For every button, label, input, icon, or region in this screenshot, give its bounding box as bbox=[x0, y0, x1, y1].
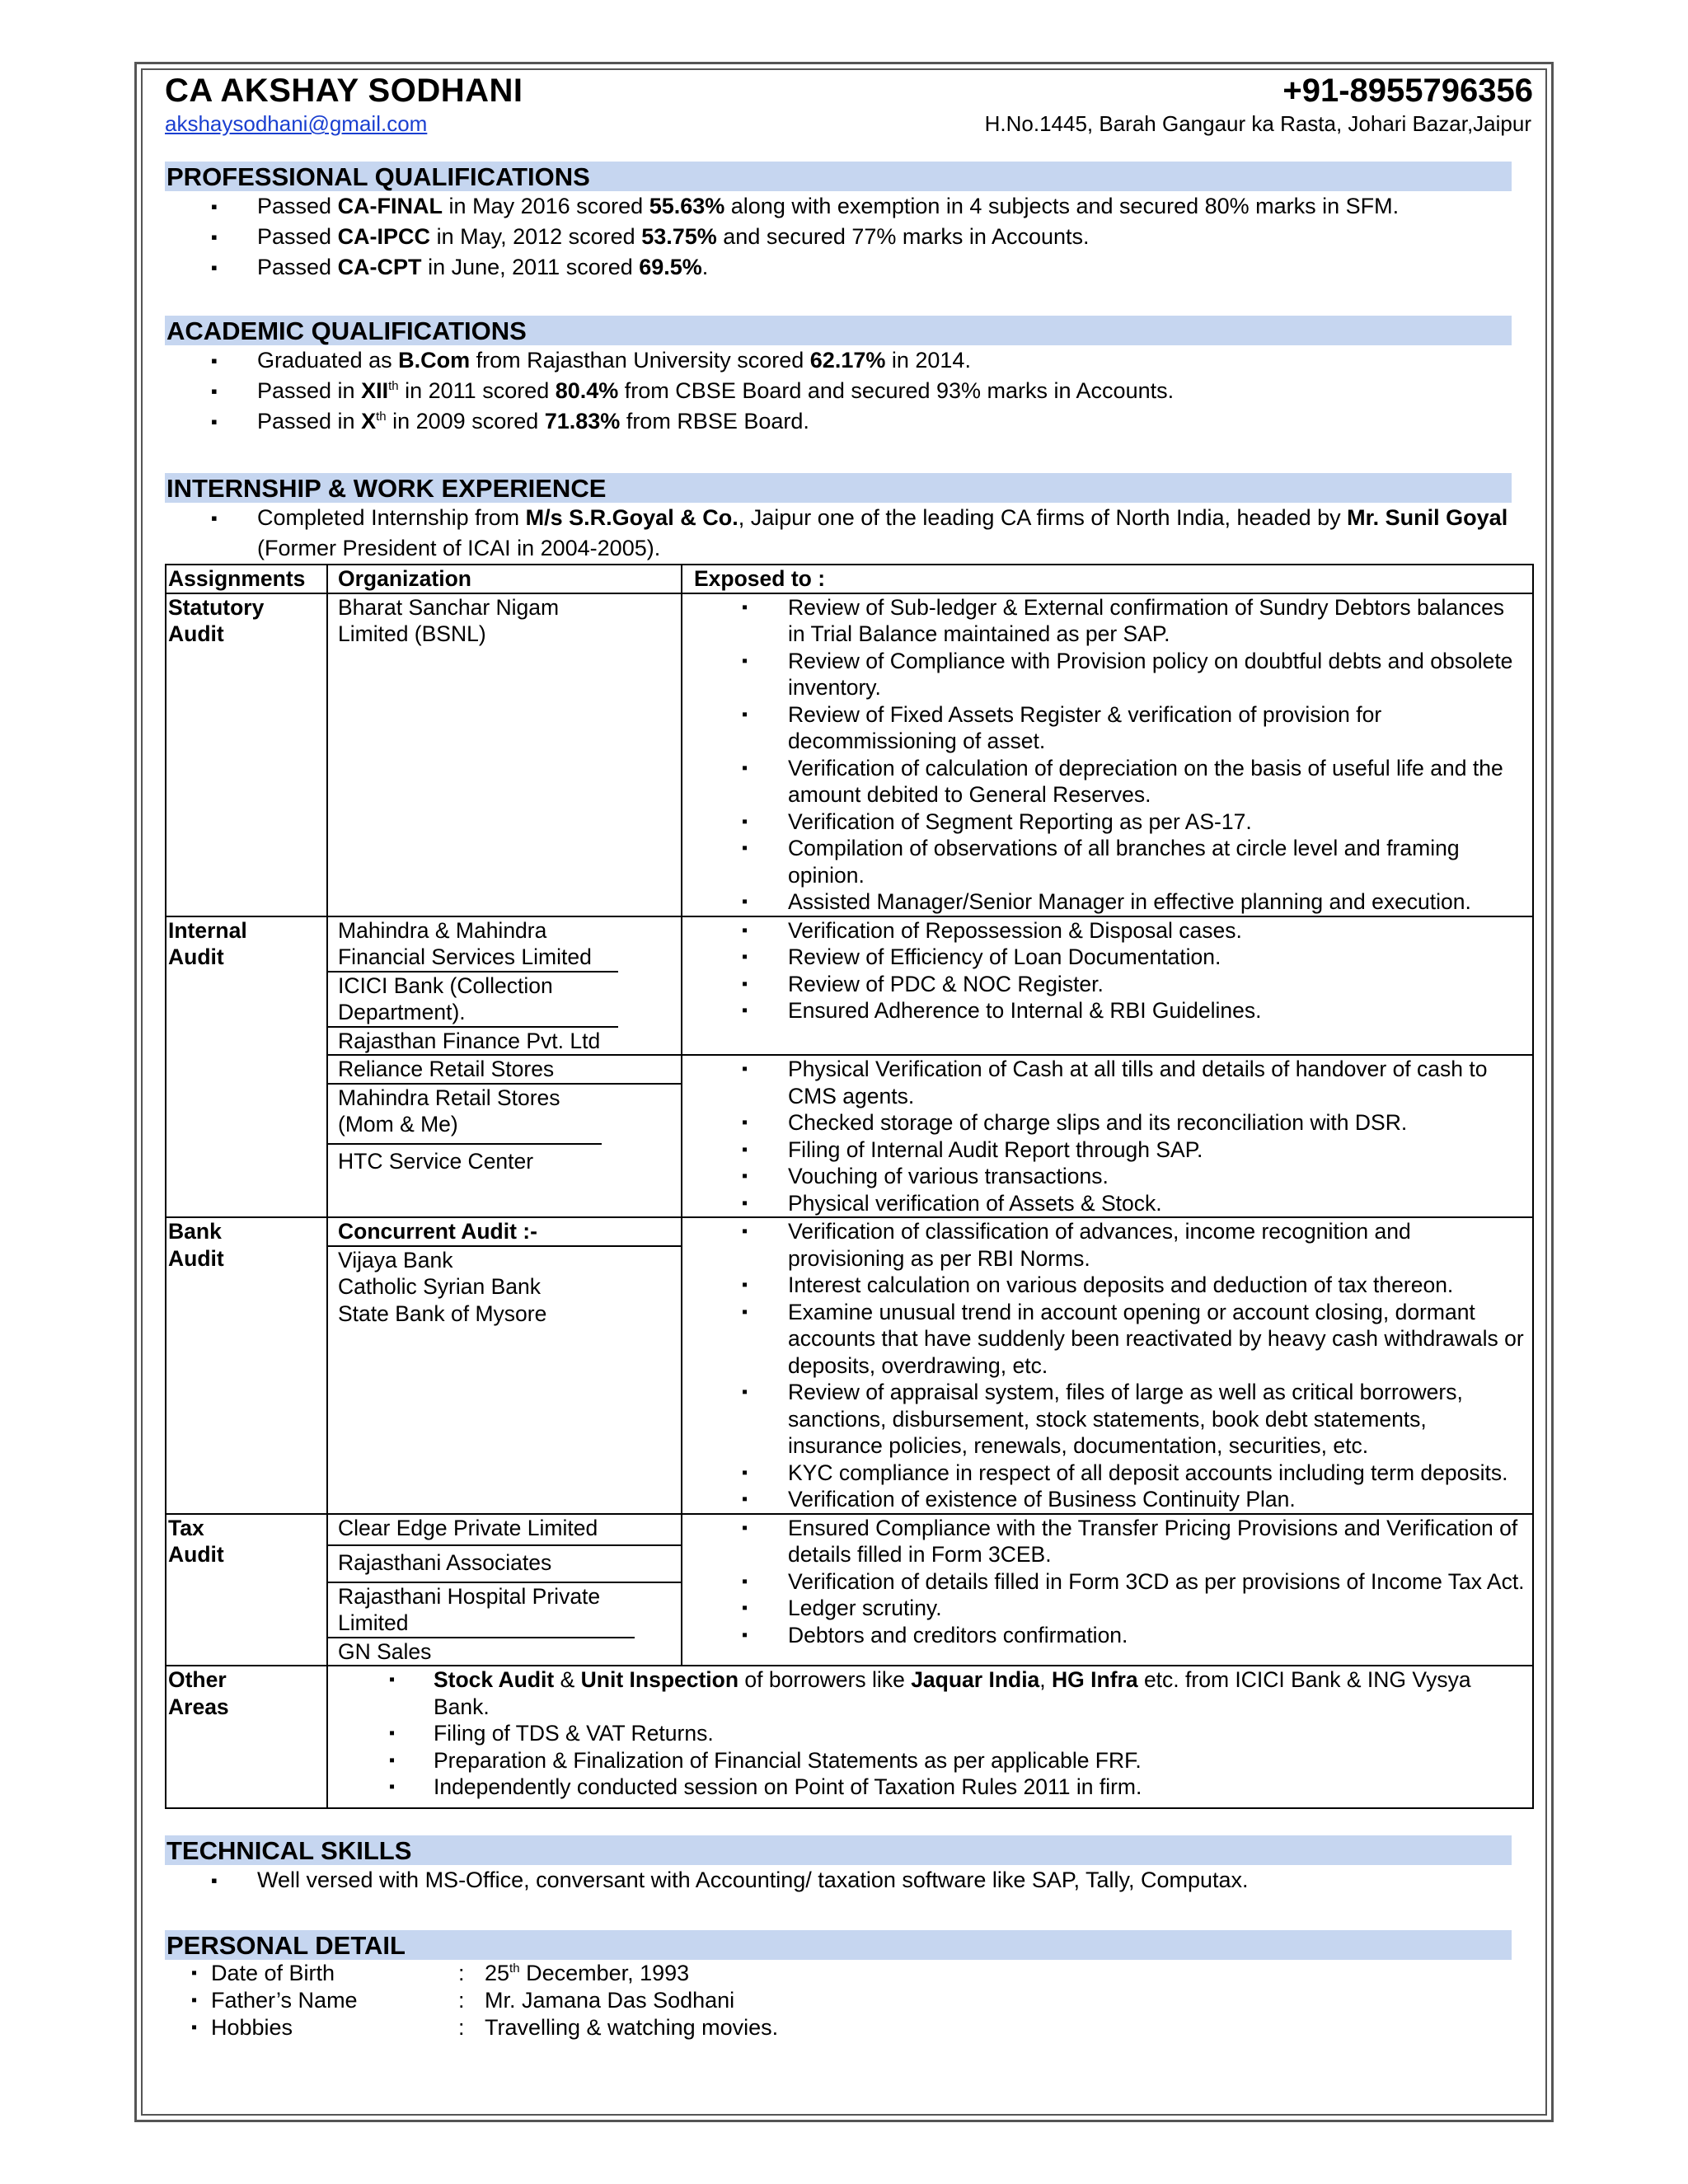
section-title: TECHNICAL SKILLS bbox=[165, 1835, 1512, 1865]
list-item: ▪ Review of Efficiency of Loan Documentation. bbox=[682, 944, 1532, 971]
resume-header bbox=[165, 73, 1533, 110]
dob-label: ▪ Date of Birth bbox=[165, 1960, 458, 1987]
internship-list bbox=[165, 503, 1533, 564]
organization-list bbox=[328, 1247, 681, 1328]
list-item: ▪ Assisted Manager/Senior Manager in effective planning and execution. bbox=[682, 888, 1532, 916]
section-title: INTERNSHIP & WORK EXPERIENCE bbox=[165, 473, 1512, 503]
assignment-label: Internal Audit bbox=[166, 916, 327, 1218]
personal-row bbox=[165, 2014, 1533, 2041]
other-areas-cell bbox=[327, 1666, 1533, 1808]
exposure-list bbox=[682, 594, 1532, 916]
exposure-cell bbox=[682, 1217, 1533, 1514]
organization-name: Mahindra & Mahindra Financial Services Limited bbox=[328, 917, 618, 972]
exposure-list bbox=[682, 1515, 1532, 1649]
resume bbox=[165, 73, 1533, 2041]
list-item: ▪ Ledger scrutiny. bbox=[682, 1595, 1532, 1622]
organization-name: Clear Edge Private Limited bbox=[328, 1515, 681, 1547]
list-item: ▪ Completed Internship from M/s S.R.Goyal & Co., Jaipur one of the leading CA firms of North India, headed by Mr. Sunil Goyal (Former President of ICAI in 2004-2005). bbox=[165, 503, 1533, 564]
organization-name: State Bank of Mysore bbox=[338, 1301, 547, 1326]
list-item: ▪ Passed CA-IPCC in May, 2012 scored 53.75% and secured 77% marks in Accounts. bbox=[165, 222, 1533, 252]
table-row bbox=[166, 1055, 1533, 1217]
exposure-cell bbox=[682, 1055, 1533, 1217]
assignment-label: Statutory Audit bbox=[166, 593, 327, 916]
exposure-list bbox=[682, 1056, 1532, 1216]
list-item: ▪ Review of appraisal system, files of large as well as critical borrowers, sanctions, disbursement, stock statements, book debt statements, insurance policies, renewals, documentation, securities, etc. bbox=[682, 1379, 1532, 1460]
technical-skills-section bbox=[165, 1835, 1533, 1896]
list-item: ▪ Verification of details filled in Form 3CD as per provisions of Income Tax Act. bbox=[682, 1568, 1532, 1596]
list-item: ▪ Physical verification of Assets & Stock. bbox=[682, 1190, 1532, 1217]
personal-detail-section bbox=[165, 1930, 1533, 2041]
exposure-cell bbox=[682, 916, 1533, 1056]
list-item: ▪ KYC compliance in respect of all deposit accounts including term deposits. bbox=[682, 1460, 1532, 1487]
assignment-label: Tax Audit bbox=[166, 1514, 327, 1666]
organization-name: Reliance Retail Stores bbox=[328, 1056, 681, 1085]
personal-row bbox=[165, 1960, 1533, 1987]
organization-name: Rajasthan Finance Pvt. Ltd bbox=[338, 1028, 601, 1053]
separator: : bbox=[458, 1987, 465, 2013]
list-item: ▪ Filing of Internal Audit Report through SAP. bbox=[682, 1137, 1532, 1164]
organization-cell bbox=[327, 916, 682, 1056]
list-item: ▪ Examine unusual trend in account opening or account closing, dormant accounts that have suddenly been reactivated by heavy cash withdrawals or deposits, overdrawing, etc. bbox=[682, 1299, 1532, 1380]
hobbies-label: ▪ Hobbies bbox=[165, 2014, 458, 2041]
list-item: ▪ Compilation of observations of all branches at circle level and framing opinion. bbox=[682, 835, 1532, 888]
list-item: ▪ Filing of TDS & VAT Returns. bbox=[328, 1720, 1507, 1747]
organization-name: HTC Service Center bbox=[338, 1148, 534, 1174]
separator: : bbox=[458, 2014, 465, 2040]
list-item: ▪ Physical Verification of Cash at all tills and details of handover of cash to CMS agents. bbox=[682, 1056, 1532, 1109]
exposure-cell bbox=[682, 1514, 1533, 1666]
technical-list bbox=[165, 1865, 1533, 1896]
hobbies-value: Travelling & watching movies. bbox=[485, 2014, 779, 2040]
assignment-label: Bank Audit bbox=[166, 1217, 327, 1514]
list-item: ▪ Well versed with MS-Office, conversant with Accounting/ taxation software like SAP, Tally, Computax. bbox=[165, 1865, 1533, 1896]
table-row bbox=[166, 1217, 1533, 1514]
header-assignments: Assignments bbox=[166, 565, 327, 593]
header-exposed-to: Exposed to : bbox=[682, 565, 1533, 593]
section-title: PERSONAL DETAIL bbox=[165, 1930, 1512, 1960]
other-areas-list bbox=[328, 1666, 1532, 1801]
organization-name: Vijaya Bank bbox=[338, 1247, 453, 1272]
organization-name: GN Sales bbox=[338, 1638, 432, 1664]
assignment-label: Other Areas bbox=[166, 1666, 327, 1808]
organization-name: Mahindra Retail Stores (Mom & Me) bbox=[328, 1085, 602, 1145]
personal-details bbox=[165, 1960, 1533, 2041]
list-item: ▪ Verification of Repossession & Disposal cases. bbox=[682, 917, 1532, 944]
list-item: ▪ Verification of existence of Business Continuity Plan. bbox=[682, 1486, 1532, 1513]
list-item: ▪ Checked storage of charge slips and its reconciliation with DSR. bbox=[682, 1109, 1532, 1137]
table-row bbox=[166, 1514, 1533, 1666]
list-item: ▪ Passed in Xth in 2009 scored 71.83% from RBSE Board. bbox=[165, 406, 1533, 437]
list-item: ▪ Passed CA-FINAL in May 2016 scored 55.63% along with exemption in 4 subjects and secured 80% marks in SFM. bbox=[165, 191, 1533, 222]
email-link[interactable]: akshaysodhani@gmail.com bbox=[165, 111, 428, 136]
table-row bbox=[166, 916, 1533, 1056]
organization-cell bbox=[327, 1514, 682, 1666]
phone-number: +91-8955796356 bbox=[1282, 73, 1533, 109]
table-row bbox=[166, 593, 1533, 916]
section-title: PROFESSIONAL QUALIFICATIONS bbox=[165, 162, 1512, 191]
list-item: ▪ Ensured Compliance with the Transfer Pricing Provisions and Verification of details filled in Form 3CEB. bbox=[682, 1515, 1532, 1568]
list-item: ▪ Review of Compliance with Provision policy on doubtful debts and obsolete inventory. bbox=[682, 648, 1532, 701]
organization-cell bbox=[327, 1055, 682, 1217]
organization-name: Bharat Sanchar Nigam Limited (BSNL) bbox=[338, 594, 560, 646]
professional-list bbox=[165, 191, 1533, 283]
list-item: ▪ Debtors and creditors confirmation. bbox=[682, 1622, 1532, 1649]
list-item: ▪ Review of Sub-ledger & External confirmation of Sundry Debtors balances in Trial Balance maintained as per SAP. bbox=[682, 594, 1532, 648]
list-item: ▪ Interest calculation on various deposits and deduction of tax thereon. bbox=[682, 1272, 1532, 1299]
organization-cell bbox=[327, 593, 682, 916]
father-name-value: Mr. Jamana Das Sodhani bbox=[485, 1987, 735, 2013]
organization-cell bbox=[327, 1217, 682, 1514]
address: H.No.1445, Barah Gangaur ka Rasta, Johari Bazar,Jaipur bbox=[984, 111, 1531, 136]
father-name-label: ▪ Father’s Name bbox=[165, 1987, 458, 2014]
candidate-name: CA AKSHAY SODHANI bbox=[165, 73, 523, 109]
table-header-row bbox=[166, 565, 1533, 593]
separator: : bbox=[458, 1960, 465, 1985]
list-item: ▪ Review of Fixed Assets Register & verification of provision for decommissioning of asset. bbox=[682, 701, 1532, 755]
professional-qualifications-section bbox=[165, 162, 1533, 283]
list-item: ▪ Verification of calculation of depreciation on the basis of useful life and the amount debited to General Reserves. bbox=[682, 755, 1532, 808]
list-item: ▪ Independently conducted session on Point of Taxation Rules 2011 in firm. bbox=[328, 1774, 1507, 1801]
personal-row bbox=[165, 1987, 1533, 2014]
academic-list bbox=[165, 345, 1533, 437]
list-item: ▪ Passed CA-CPT in June, 2011 scored 69.5%. bbox=[165, 252, 1533, 283]
internship-section bbox=[165, 473, 1533, 1809]
header-organization: Organization bbox=[327, 565, 682, 593]
exposure-list bbox=[682, 917, 1532, 1024]
organization-name: Catholic Syrian Bank bbox=[338, 1274, 541, 1299]
exposure-cell bbox=[682, 593, 1533, 916]
academic-qualifications-section bbox=[165, 316, 1533, 437]
section-title: ACADEMIC QUALIFICATIONS bbox=[165, 316, 1512, 345]
organization-name: Rajasthani Associates bbox=[328, 1546, 681, 1583]
organization-heading: Concurrent Audit :- bbox=[328, 1218, 681, 1247]
list-item: ▪ Vouching of various transactions. bbox=[682, 1163, 1532, 1190]
list-item: ▪ Verification of Segment Reporting as per AS-17. bbox=[682, 808, 1532, 836]
list-item: ▪ Ensured Adherence to Internal & RBI Guidelines. bbox=[682, 997, 1532, 1024]
table-row bbox=[166, 1666, 1533, 1808]
experience-table bbox=[165, 564, 1534, 1809]
organization-name: Rajasthani Hospital Private Limited bbox=[328, 1583, 635, 1638]
list-item: ▪ Stock Audit & Unit Inspection of borrowers like Jaquar India, HG Infra etc. from ICICI Bank & ING Vysya Bank. bbox=[328, 1666, 1507, 1720]
list-item: ▪ Preparation & Finalization of Financial Statements as per applicable FRF. bbox=[328, 1747, 1507, 1774]
list-item: ▪ Graduated as B.Com from Rajasthan University scored 62.17% in 2014. bbox=[165, 345, 1533, 376]
dob-value: 25th December, 1993 bbox=[485, 1960, 690, 1985]
exposure-list bbox=[682, 1218, 1532, 1513]
organization-name: ICICI Bank (Collection Department). bbox=[328, 972, 618, 1028]
list-item: ▪ Review of PDC & NOC Register. bbox=[682, 971, 1532, 998]
list-item: ▪ Passed in XIIth in 2011 scored 80.4% from CBSE Board and secured 93% marks in Accounts. bbox=[165, 376, 1533, 406]
list-item: ▪ Verification of classification of advances, income recognition and provisioning as per RBI Norms. bbox=[682, 1218, 1532, 1272]
contact-line bbox=[165, 111, 1533, 137]
